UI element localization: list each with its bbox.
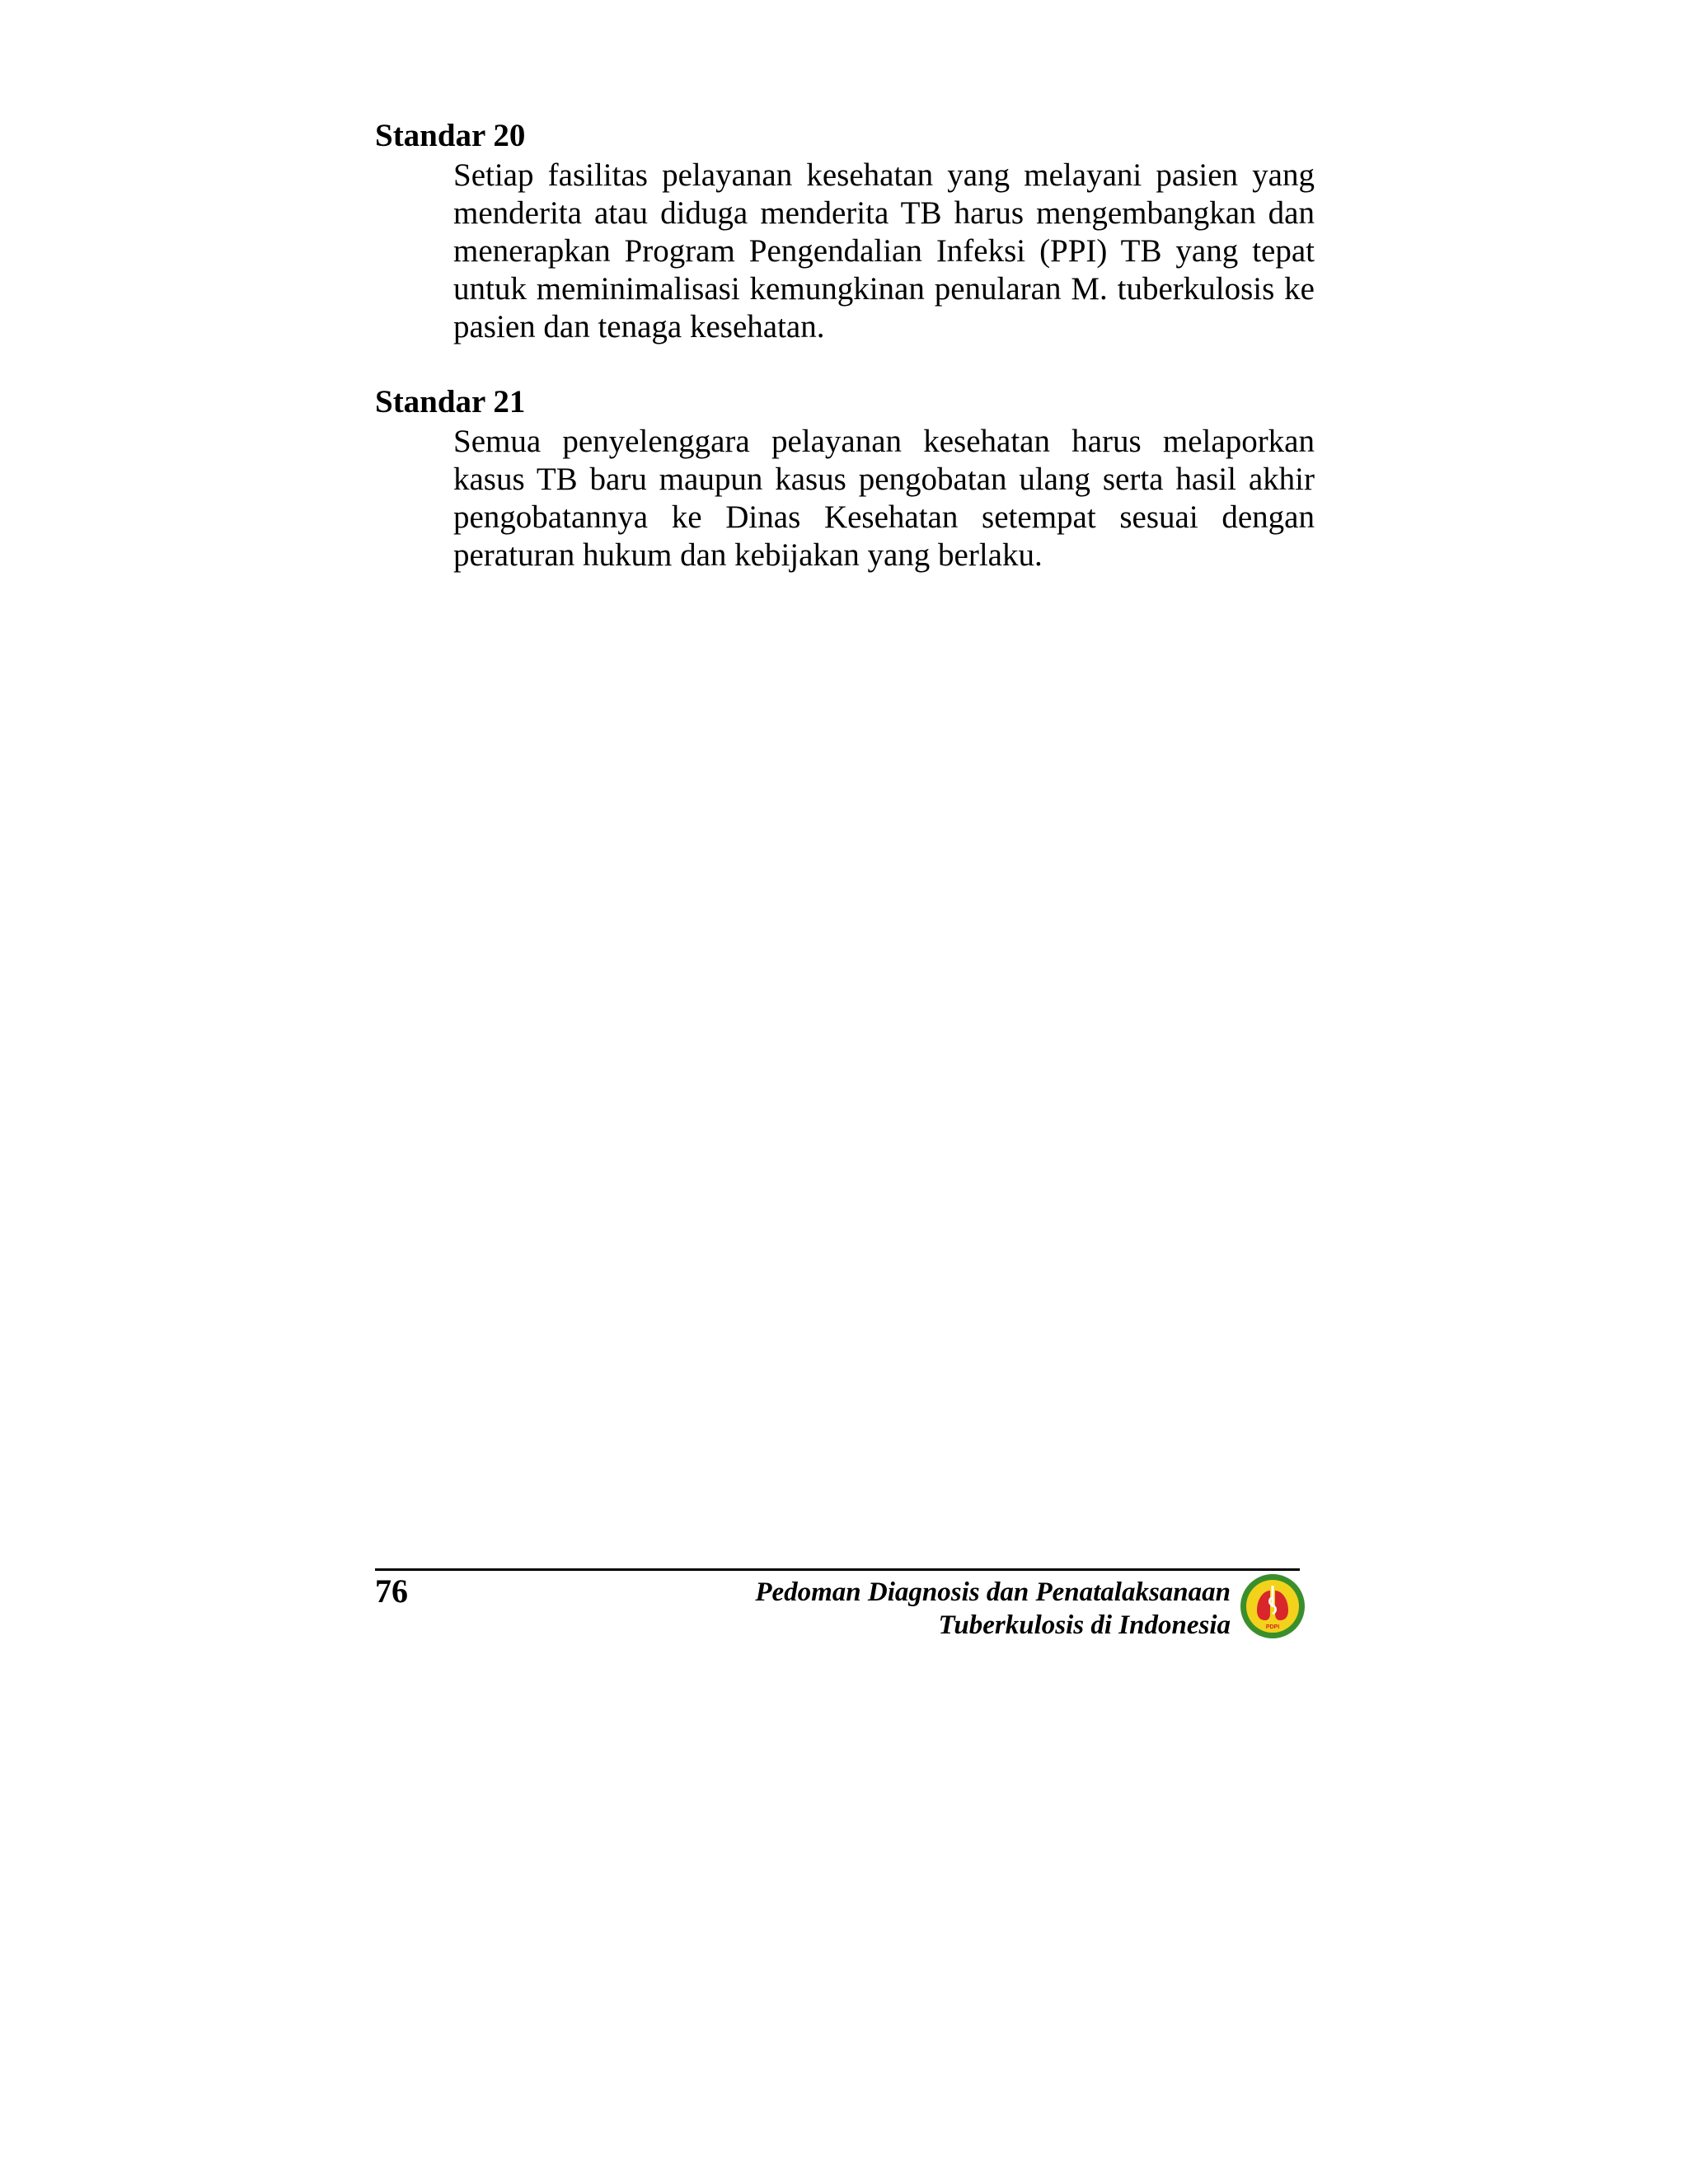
standard-20-text: Setiap fasilitas pelayanan kesehatan yang melayani pasien yang menderita atau diduga menderita TB harus mengembangkan dan menerapkan Program Pengendalian Infeksi (PPI) TB yang tepat untuk meminimalisasi kemungkinan penularan M. tuberkulosis ke pasien dan tenaga kesehatan. (453, 157, 1315, 344)
footer-title-line-1: Pedoman Diagnosis dan Penatalaksanaan (755, 1577, 1231, 1607)
standard-21-heading: Standar 21 (375, 384, 526, 419)
footer-divider (375, 1568, 1300, 1571)
standard-20-section (375, 115, 1315, 346)
page-number: 76 (375, 1572, 408, 1610)
standard-21-section (375, 382, 1315, 574)
lungs-logo-icon (1239, 1572, 1306, 1640)
footer-title-line-2: Tuberkulosis di Indonesia (938, 1610, 1231, 1640)
logo-text: PDPI (1265, 1624, 1280, 1630)
standard-21-text: Semua penyelenggara pelayanan kesehatan harus melaporkan kasus TB baru maupun kasus pengobatan ulang serta hasil akhir pengobatannya ke Dinas Kesehatan setempat sesuai dengan peraturan hukum dan kebijakan yang berlaku. (453, 424, 1315, 573)
standard-20-heading: Standar 20 (375, 118, 526, 153)
footer-title (755, 1576, 1231, 1642)
